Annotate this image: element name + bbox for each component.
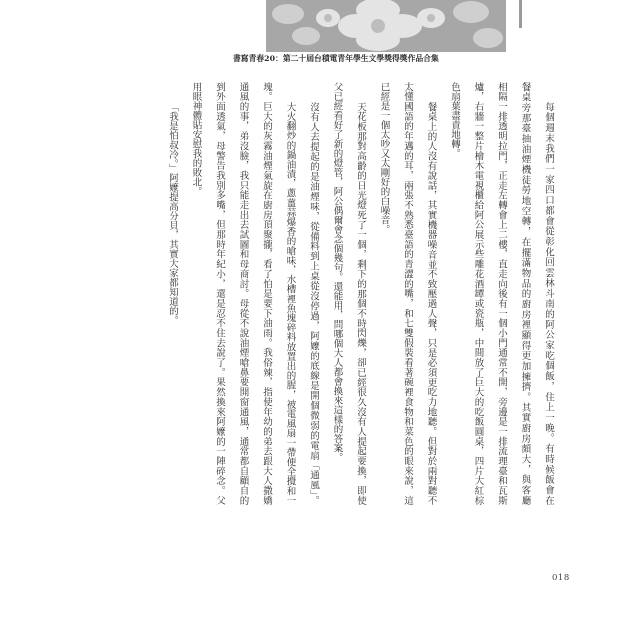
text-line: 爐，右牆一整片檜木電視櫃給阿公展示些雕花酒罈或瓷瓶，中間放了巨大的吃飯圓桌，四片大紅棕 [472,82,484,505]
text-line: 沒有人去提起的是油煙味，從備料到上桌從沒停過，阿嬤的底線是開個微弱的電扇「通風」。 [308,102,319,505]
text-line: 「我是怕叔冷。」阿嬤提高分貝，其實大家都知道的。 [167,102,178,326]
text-line: 餐桌旁那臺抽油煙機徒勞地空轉，在擺滿物品的廚房裡顯得更加擁擠。其實廚房頗大，與客廳 [519,82,531,505]
page-number: 018 [552,573,570,583]
text-line: 通風的事，弟沒臉，我只能走出去試圖和母商討。母從不說油煙嗆鼻要開窗通風，通常都自顧自的 [237,82,249,505]
edge-mark [519,0,522,28]
text-line: 大火翻炒的鍋油漬，蔥薑蒜爆香的嗆味，水槽裡魚塊碎料放置出的腥，被電風扇一帶便全攪和一 [284,102,296,505]
text-line: 色扇葉盡責地轉。 [449,82,460,158]
text-line: 餐桌上的人沒有說話，其實機器噪音並不致壓過人聲，只是必須更吃力地聽。但對於兩對聽不 [425,102,437,505]
floral-header-band [266,0,506,52]
text-line: 到外面透氣，母警告我別多嘴，但那時年紀小，還是忍不住去說了。果然換來阿嬤的一陣碎念。父 [214,82,225,505]
text-line: 用眼神體貼安慰我的敗北。 [190,82,202,196]
text-line: 相隔一排透明拉門，正走左轉會上二樓，直走向後有一個小門通常不開，旁邊是一排流理臺和瓦斯 [496,82,507,505]
text-line: 太懂國語的年邁的耳，兩張不熟悉臺語的青澀的嘴，和七雙假裝看著碗裡食物和菜色的眼來說，這 [402,82,413,505]
text-line: 已經是一個太吵又太剛好的白噪音。 [378,82,390,234]
text-line: 塊。巨大的灰霧油煙氣旋在廚房頂聚攏，看了怕是要下油雨。我俗辣，指使年幼的弟去跟大人撒嬌 [261,82,272,505]
text-line: 天花板那對高齡的日光燈死了一個，剩下的那個不時閃爍，卻已經很久沒有人提起要換，即使 [355,102,366,505]
text-line: 每個週末我們一家四口都會從彰化回雲林斗南的阿公家吃個飯，住上一晚。有時候飯會在 [543,102,554,505]
text-line: 父已經看好了新的燈管，阿公偶爾會念個幾句。還能用，問哪個大人都會換來這樣的答案。 [331,82,343,462]
running-head-title: 書寫青春20：第二十屆台積電青年學生文學獎得獎作品合集 [233,54,439,63]
